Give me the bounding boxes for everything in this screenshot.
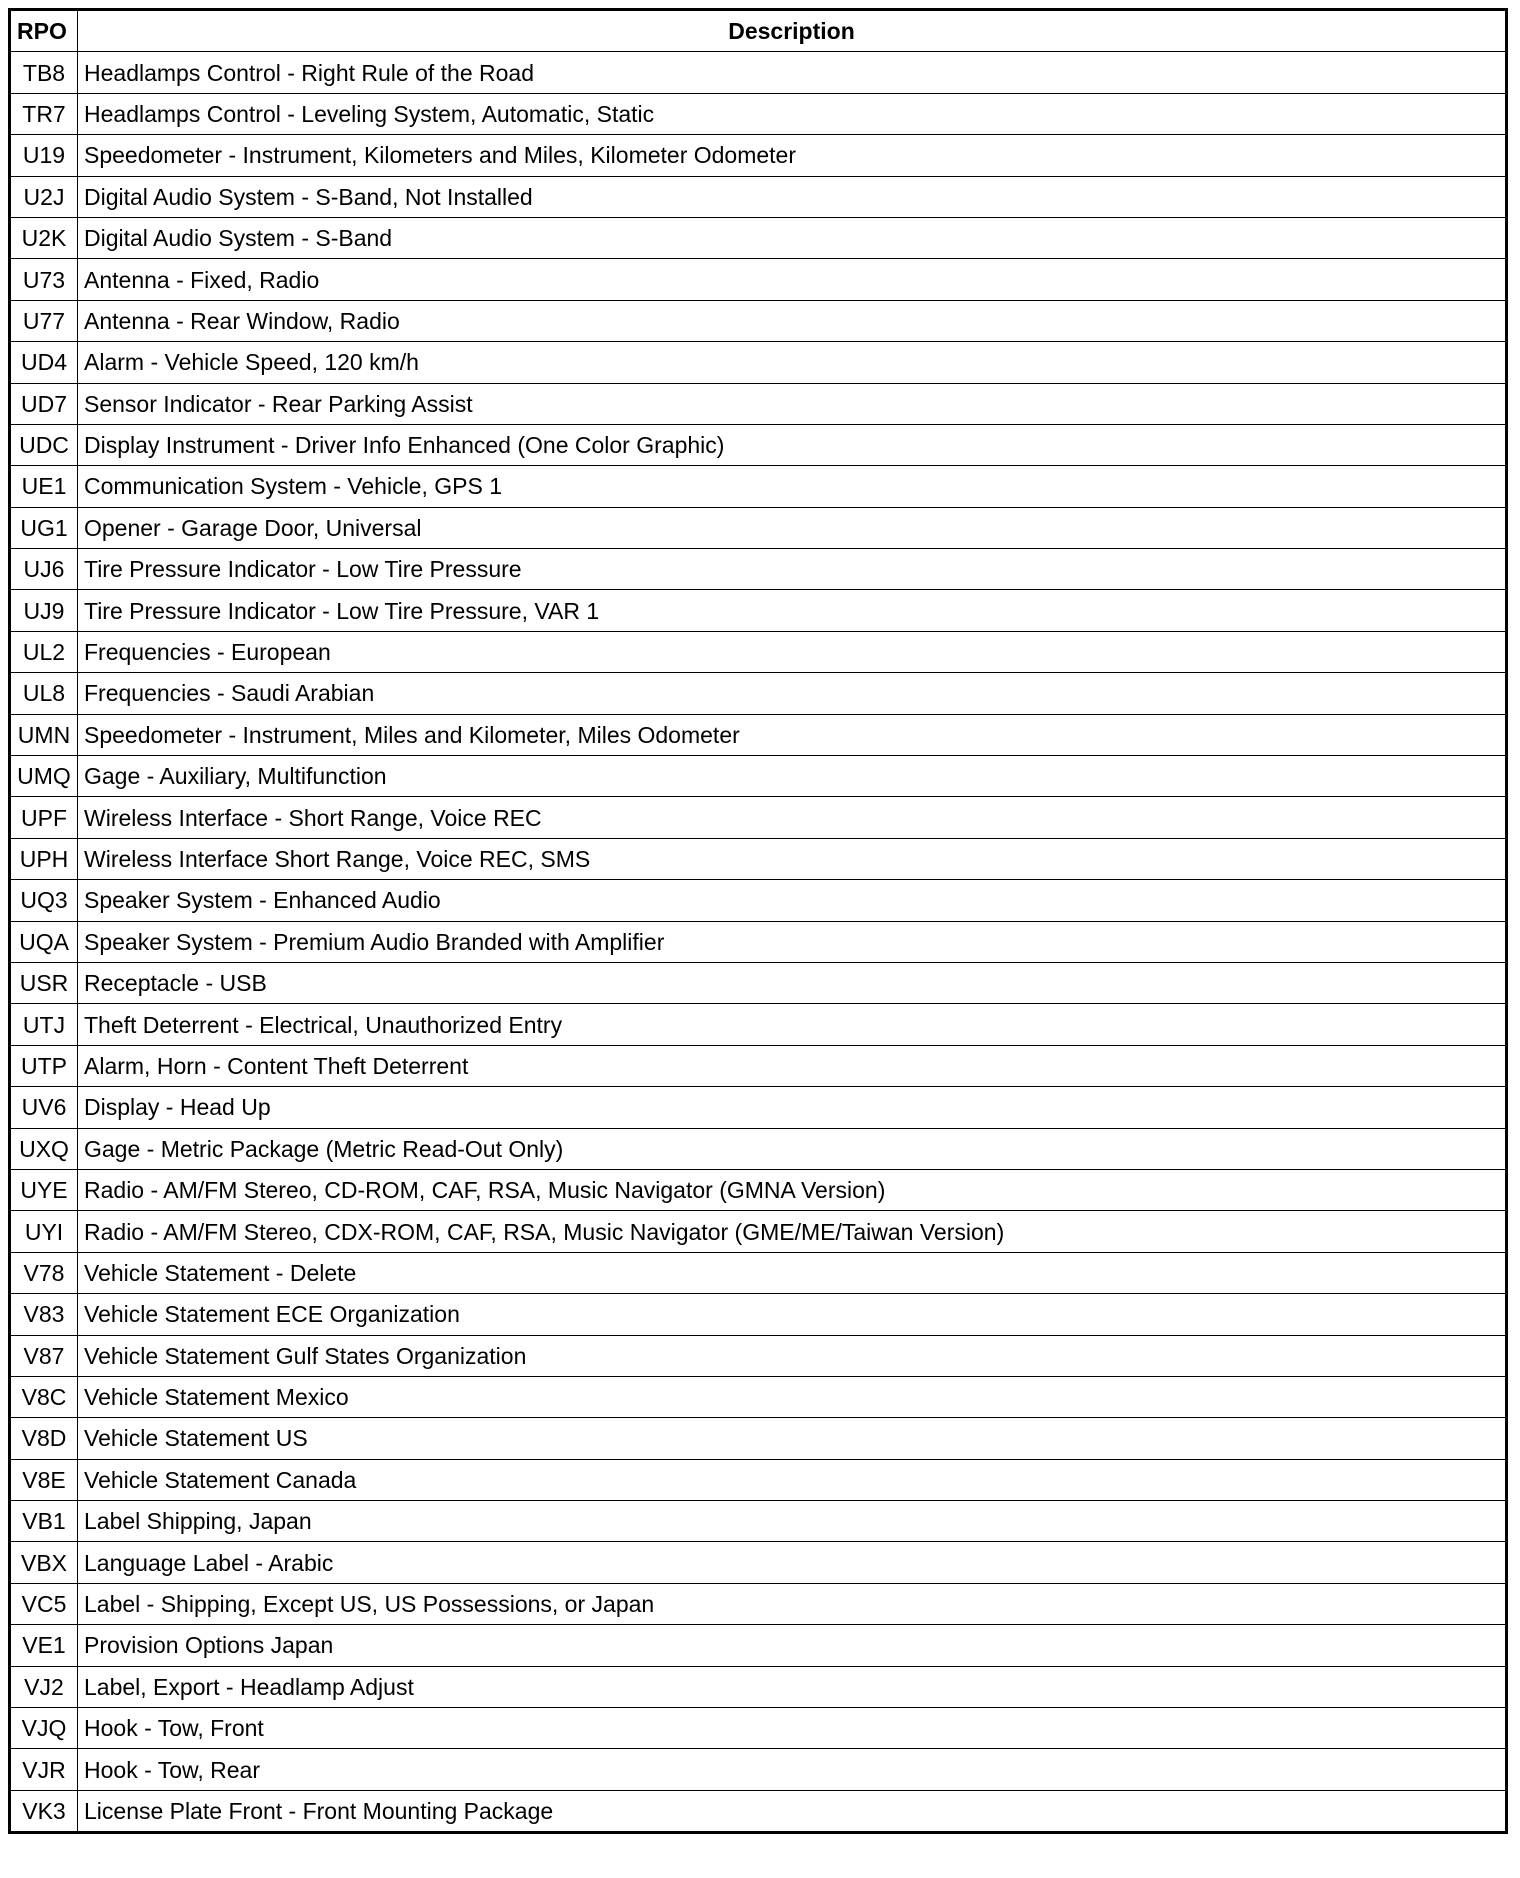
- rpo-code-cell: UJ6: [10, 549, 78, 590]
- table-row: [10, 1625, 1507, 1666]
- table-row: [10, 1294, 1507, 1335]
- rpo-code-cell: U73: [10, 259, 78, 300]
- description-cell: Radio - AM/FM Stereo, CD-ROM, CAF, RSA, Music Navigator (GMNA Version): [78, 1169, 1507, 1210]
- table-row: [10, 1004, 1507, 1045]
- table-row: [10, 797, 1507, 838]
- table-row: [10, 135, 1507, 176]
- table-row: [10, 673, 1507, 714]
- rpo-code-cell: UTP: [10, 1045, 78, 1086]
- rpo-code-cell: UYE: [10, 1169, 78, 1210]
- header-row: [10, 10, 1507, 52]
- table-row: [10, 1790, 1507, 1832]
- description-cell: Language Label - Arabic: [78, 1542, 1507, 1583]
- rpo-code-cell: UQ3: [10, 880, 78, 921]
- rpo-code-cell: VJR: [10, 1749, 78, 1790]
- description-cell: Sensor Indicator - Rear Parking Assist: [78, 383, 1507, 424]
- description-cell: Wireless Interface Short Range, Voice REC, SMS: [78, 838, 1507, 879]
- table-row: [10, 1376, 1507, 1417]
- table-row: [10, 466, 1507, 507]
- table-row: [10, 714, 1507, 755]
- rpo-code-cell: UL8: [10, 673, 78, 714]
- rpo-code-cell: U19: [10, 135, 78, 176]
- rpo-code-cell: UPF: [10, 797, 78, 838]
- table-row: [10, 838, 1507, 879]
- description-cell: Receptacle - USB: [78, 962, 1507, 1003]
- table-row: [10, 962, 1507, 1003]
- rpo-code-cell: UQA: [10, 921, 78, 962]
- description-cell: Speedometer - Instrument, Miles and Kilometer, Miles Odometer: [78, 714, 1507, 755]
- rpo-code-cell: UXQ: [10, 1128, 78, 1169]
- description-cell: Speaker System - Enhanced Audio: [78, 880, 1507, 921]
- rpo-table: [8, 8, 1508, 1834]
- description-cell: Opener - Garage Door, Universal: [78, 507, 1507, 548]
- description-cell: Gage - Metric Package (Metric Read-Out Only): [78, 1128, 1507, 1169]
- description-cell: Tire Pressure Indicator - Low Tire Pressure, VAR 1: [78, 590, 1507, 631]
- rpo-code-cell: UPH: [10, 838, 78, 879]
- description-cell: Gage - Auxiliary, Multifunction: [78, 756, 1507, 797]
- description-cell: License Plate Front - Front Mounting Package: [78, 1790, 1507, 1832]
- description-cell: Alarm - Vehicle Speed, 120 km/h: [78, 342, 1507, 383]
- table-row: [10, 1418, 1507, 1459]
- rpo-code-cell: TR7: [10, 93, 78, 134]
- description-cell: Vehicle Statement ECE Organization: [78, 1294, 1507, 1335]
- table-row: [10, 259, 1507, 300]
- rpo-code-cell: TB8: [10, 52, 78, 93]
- table-row: [10, 921, 1507, 962]
- table-row: [10, 1501, 1507, 1542]
- table-row: [10, 1045, 1507, 1086]
- table-row: [10, 1335, 1507, 1376]
- rpo-code-cell: UG1: [10, 507, 78, 548]
- description-cell: Provision Options Japan: [78, 1625, 1507, 1666]
- description-column-header: Description: [78, 10, 1507, 52]
- table-row: [10, 383, 1507, 424]
- rpo-code-cell: U2J: [10, 176, 78, 217]
- table-row: [10, 1708, 1507, 1749]
- table-row: [10, 217, 1507, 258]
- description-cell: Hook - Tow, Rear: [78, 1749, 1507, 1790]
- table-row: [10, 93, 1507, 134]
- description-cell: Vehicle Statement - Delete: [78, 1252, 1507, 1293]
- rpo-column-header: RPO: [10, 10, 78, 52]
- rpo-code-cell: UJ9: [10, 590, 78, 631]
- table-row: [10, 590, 1507, 631]
- description-cell: Speaker System - Premium Audio Branded with Amplifier: [78, 921, 1507, 962]
- rpo-code-cell: UYI: [10, 1211, 78, 1252]
- description-cell: Communication System - Vehicle, GPS 1: [78, 466, 1507, 507]
- rpo-code-cell: V8E: [10, 1459, 78, 1500]
- rpo-code-cell: VJQ: [10, 1708, 78, 1749]
- description-cell: Digital Audio System - S-Band: [78, 217, 1507, 258]
- rpo-code-cell: UMQ: [10, 756, 78, 797]
- rpo-code-cell: V78: [10, 1252, 78, 1293]
- rpo-code-cell: UV6: [10, 1087, 78, 1128]
- table-row: [10, 342, 1507, 383]
- table-row: [10, 756, 1507, 797]
- rpo-code-cell: VE1: [10, 1625, 78, 1666]
- description-cell: Antenna - Fixed, Radio: [78, 259, 1507, 300]
- table-row: [10, 1459, 1507, 1500]
- description-cell: Frequencies - Saudi Arabian: [78, 673, 1507, 714]
- rpo-code-cell: UL2: [10, 631, 78, 672]
- description-cell: Display Instrument - Driver Info Enhanced (One Color Graphic): [78, 424, 1507, 465]
- description-cell: Digital Audio System - S-Band, Not Installed: [78, 176, 1507, 217]
- description-cell: Vehicle Statement US: [78, 1418, 1507, 1459]
- rpo-code-cell: U2K: [10, 217, 78, 258]
- description-cell: Vehicle Statement Mexico: [78, 1376, 1507, 1417]
- rpo-code-cell: UD7: [10, 383, 78, 424]
- table-row: [10, 1169, 1507, 1210]
- rpo-code-cell: V8C: [10, 1376, 78, 1417]
- description-cell: Label - Shipping, Except US, US Possessions, or Japan: [78, 1583, 1507, 1624]
- table-body: [10, 52, 1507, 1833]
- table-header: [10, 10, 1507, 52]
- table-row: [10, 424, 1507, 465]
- description-cell: Theft Deterrent - Electrical, Unauthorized Entry: [78, 1004, 1507, 1045]
- description-cell: Display - Head Up: [78, 1087, 1507, 1128]
- rpo-code-cell: VBX: [10, 1542, 78, 1583]
- description-cell: Headlamps Control - Right Rule of the Road: [78, 52, 1507, 93]
- table-row: [10, 1211, 1507, 1252]
- description-cell: Speedometer - Instrument, Kilometers and Miles, Kilometer Odometer: [78, 135, 1507, 176]
- description-cell: Radio - AM/FM Stereo, CDX-ROM, CAF, RSA, Music Navigator (GME/ME/Taiwan Version): [78, 1211, 1507, 1252]
- description-cell: Vehicle Statement Canada: [78, 1459, 1507, 1500]
- description-cell: Label, Export - Headlamp Adjust: [78, 1666, 1507, 1707]
- table-row: [10, 1252, 1507, 1293]
- rpo-code-cell: UD4: [10, 342, 78, 383]
- table-row: [10, 1128, 1507, 1169]
- rpo-code-cell: VK3: [10, 1790, 78, 1832]
- table-row: [10, 1583, 1507, 1624]
- table-row: [10, 1087, 1507, 1128]
- document-page: [8, 8, 1508, 1834]
- description-cell: Antenna - Rear Window, Radio: [78, 300, 1507, 341]
- table-row: [10, 880, 1507, 921]
- table-row: [10, 1749, 1507, 1790]
- rpo-code-cell: V8D: [10, 1418, 78, 1459]
- rpo-code-cell: UDC: [10, 424, 78, 465]
- rpo-code-cell: UMN: [10, 714, 78, 755]
- table-row: [10, 1542, 1507, 1583]
- description-cell: Wireless Interface - Short Range, Voice REC: [78, 797, 1507, 838]
- rpo-code-cell: UTJ: [10, 1004, 78, 1045]
- description-cell: Label Shipping, Japan: [78, 1501, 1507, 1542]
- table-row: [10, 631, 1507, 672]
- description-cell: Alarm, Horn - Content Theft Deterrent: [78, 1045, 1507, 1086]
- table-row: [10, 300, 1507, 341]
- rpo-code-cell: VJ2: [10, 1666, 78, 1707]
- table-row: [10, 549, 1507, 590]
- rpo-code-cell: V83: [10, 1294, 78, 1335]
- description-cell: Hook - Tow, Front: [78, 1708, 1507, 1749]
- table-row: [10, 176, 1507, 217]
- description-cell: Tire Pressure Indicator - Low Tire Pressure: [78, 549, 1507, 590]
- description-cell: Frequencies - European: [78, 631, 1507, 672]
- rpo-code-cell: VB1: [10, 1501, 78, 1542]
- rpo-code-cell: V87: [10, 1335, 78, 1376]
- rpo-code-cell: USR: [10, 962, 78, 1003]
- rpo-code-cell: UE1: [10, 466, 78, 507]
- description-cell: Vehicle Statement Gulf States Organization: [78, 1335, 1507, 1376]
- description-cell: Headlamps Control - Leveling System, Automatic, Static: [78, 93, 1507, 134]
- table-row: [10, 1666, 1507, 1707]
- rpo-code-cell: VC5: [10, 1583, 78, 1624]
- table-row: [10, 52, 1507, 93]
- table-row: [10, 507, 1507, 548]
- rpo-code-cell: U77: [10, 300, 78, 341]
